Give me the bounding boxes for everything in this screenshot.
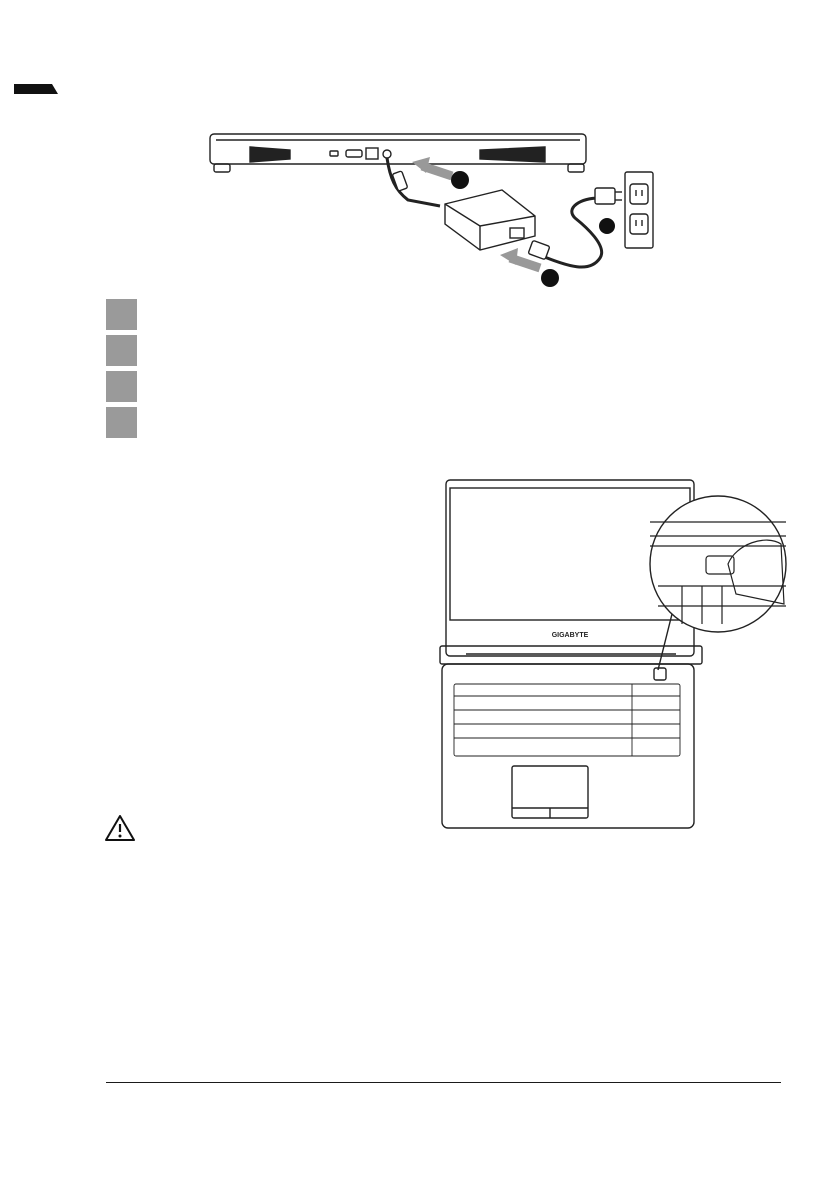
language-tab-marker [14,84,58,94]
power-connection-illustration [190,128,690,298]
footer-divider [106,1082,781,1083]
step-1-marker [451,171,469,189]
laptop-brand-label: GIGABYTE [551,632,589,639]
step-3-marker [599,218,615,234]
step-marker-4 [106,407,137,438]
warning-icon [104,814,136,842]
step-list [106,299,137,443]
step-2-marker [541,269,559,287]
step-marker-2 [106,335,137,366]
step-marker-1 [106,299,137,330]
laptop-rear-view [210,134,586,172]
laptop-power-button-illustration [436,474,796,834]
wall-outlet [625,172,653,248]
step-marker-3 [106,371,137,402]
power-adapter [445,190,535,250]
